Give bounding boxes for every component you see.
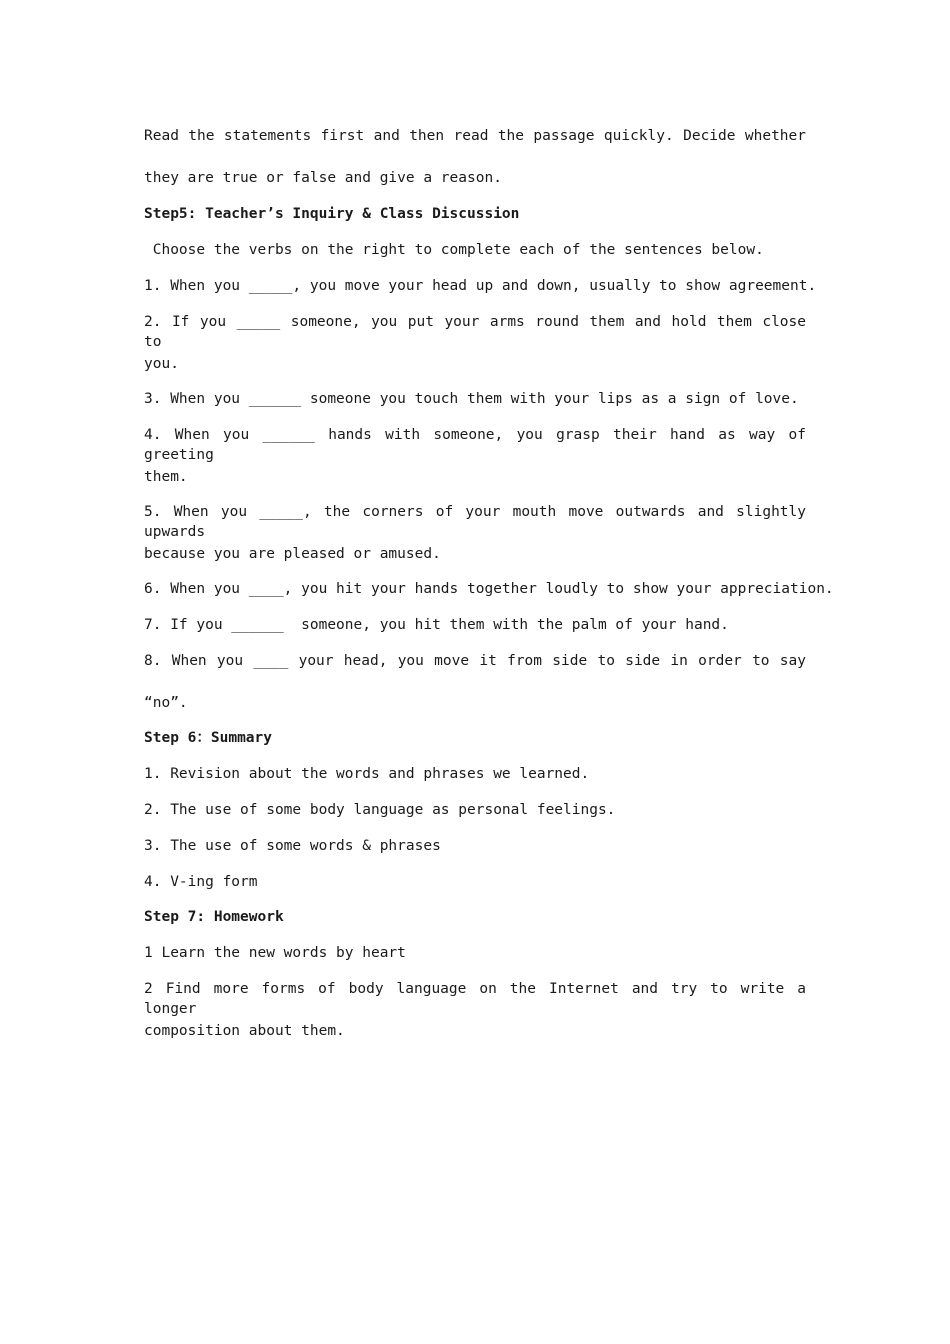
homework-item-2-continued: composition about them. [144,1023,345,1039]
sentence-1: 1. When you _____, you move your head up and down, usually to show agreement. [144,278,817,294]
step5-heading: Step5: Teacher’s Inquiry & Class Discussion [144,206,520,222]
sentence-4-continued: them. [144,469,188,485]
summary-item-1: 1. Revision about the words and phrases we learned. [144,766,590,782]
homework-item-2: 2 Find more forms of body language on the Internet and try to write a longer [144,981,806,1017]
summary-item-4: 4. V-ing form [144,874,258,890]
summary-item-3: 3. The use of some words & phrases [144,838,441,854]
sentence-4: 4. When you ______ hands with someone, you grasp their hand as way of greeting [144,427,806,463]
step6-heading: Step 6：Summary [144,730,272,746]
homework-item-1: 1 Learn the new words by heart [144,945,406,961]
step5-instruction: Choose the verbs on the right to complete each of the sentences below. [144,242,764,258]
sentence-7: 7. If you ______ someone, you hit them with the palm of your hand. [144,617,729,633]
sentence-2: 2. If you _____ someone, you put your arms round them and hold them close to [144,314,806,350]
summary-item-2: 2. The use of some body language as personal feelings. [144,802,616,818]
sentence-6: 6. When you ____, you hit your hands together loudly to show your appreciation. [144,581,834,597]
sentence-5: 5. When you _____, the corners of your mouth move outwards and slightly upwards [144,504,806,540]
sentence-8-continued: “no”. [144,695,188,711]
intro-line-1: Read the statements first and then read the passage quickly. Decide whether [144,128,806,144]
intro-line-2: they are true or false and give a reason. [144,170,502,186]
sentence-3: 3. When you ______ someone you touch them with your lips as a sign of love. [144,391,799,407]
sentence-8: 8. When you ____ your head, you move it from side to side in order to say [144,653,806,669]
sentence-5-continued: because you are pleased or amused. [144,546,441,562]
step7-heading: Step 7: Homework [144,909,284,925]
sentence-2-continued: you. [144,356,179,372]
